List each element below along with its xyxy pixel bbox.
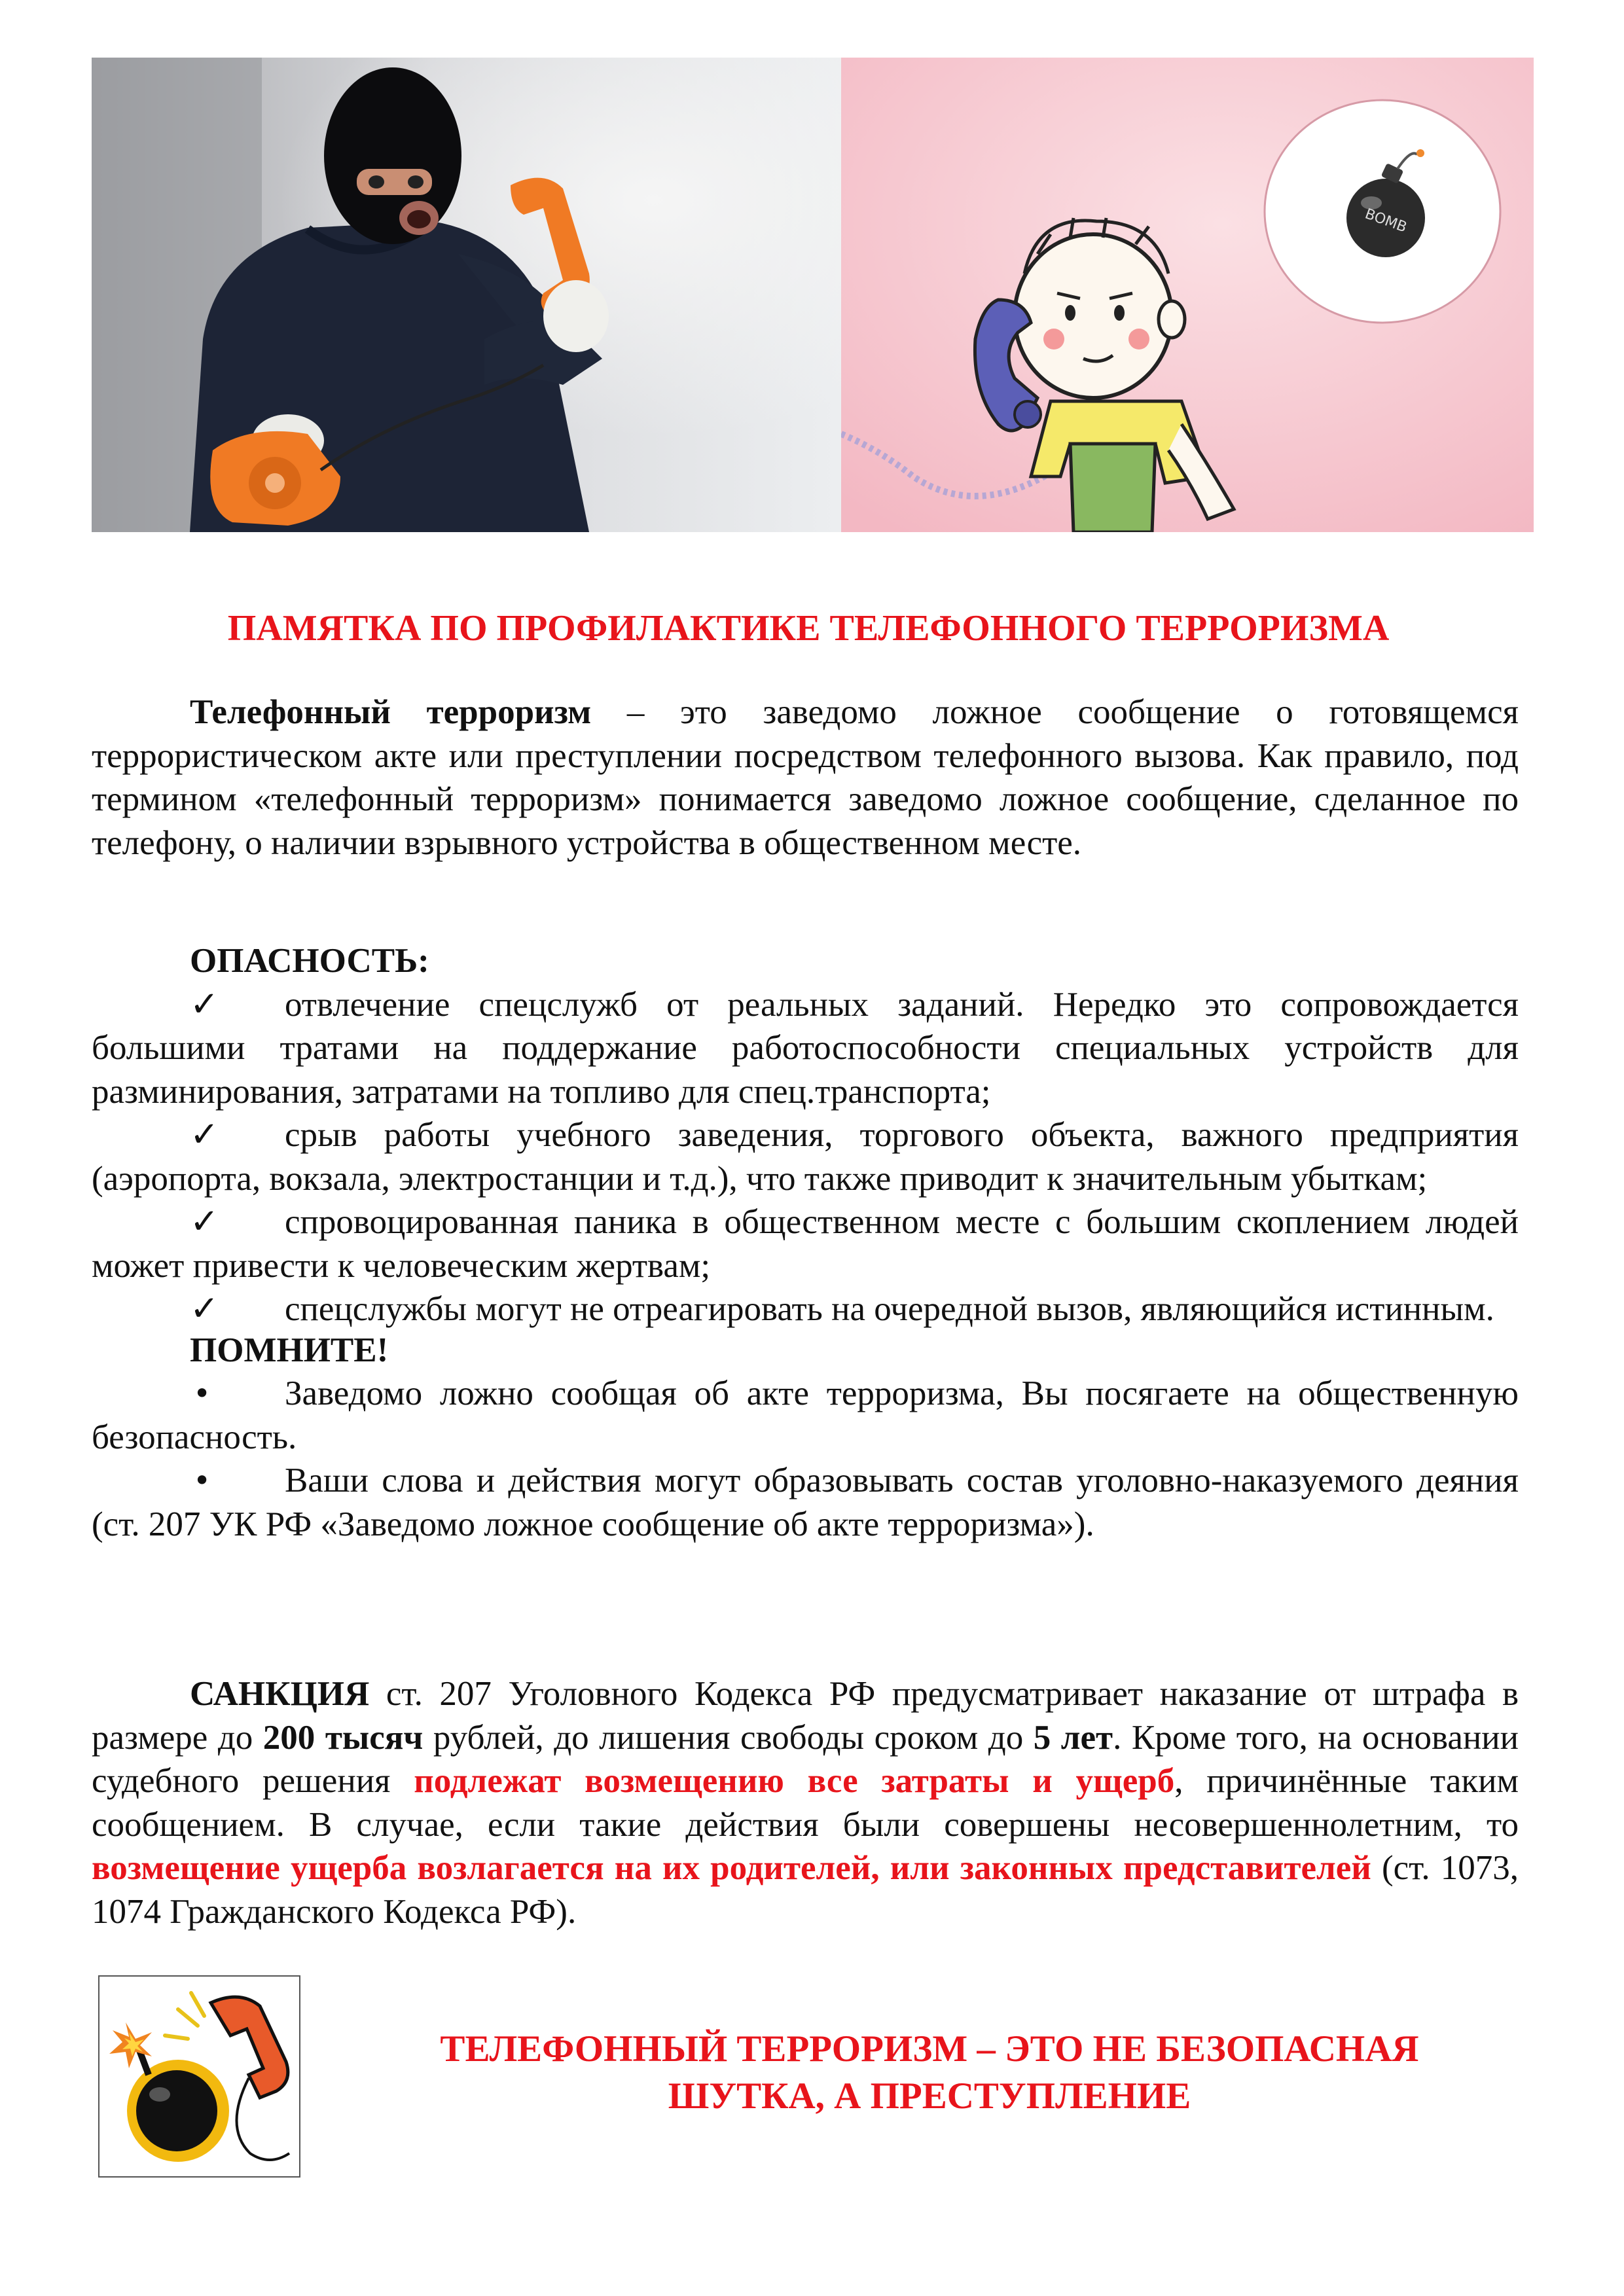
footer-line-2: ШУТКА, А ПРЕСТУПЛЕНИЕ: [668, 2075, 1191, 2117]
danger-section: [92, 939, 1519, 1546]
definition-term: Телефонный терроризм: [190, 693, 592, 731]
check-icon: ✓: [190, 1115, 219, 1155]
danger-item: ✓ срыв работы учебного заведения, торгового объекта, важного предприятия (аэропорта, вокзала, электростанции и т.д.), что также приводит к значительным убыткам;: [92, 1115, 1519, 1198]
bullet-icon: •: [193, 1376, 211, 1411]
check-icon: ✓: [190, 1202, 219, 1242]
damages-highlight: подлежат возмещению все затраты и ущерб: [414, 1762, 1175, 1800]
footer-slogan: [340, 2026, 1519, 2120]
danger-heading: ОПАСНОСТЬ:: [190, 942, 429, 980]
page-title: ПАМЯТКА ПО ПРОФИЛАКТИКЕ ТЕЛЕФОННОГО ТЕРРОРИЗМА: [227, 608, 1390, 649]
header-banner: [92, 58, 1534, 532]
remember-heading: ПОМНИТЕ!: [190, 1331, 389, 1369]
remember-item: • Заведомо ложно сообщая об акте терроризма, Вы посягаете на общественную безопасность.: [92, 1372, 1519, 1459]
boy-cartoon-illustration: [841, 58, 1534, 532]
parents-liability-highlight: возмещение ущерба возлагается на их родителей, или законных представителей: [92, 1849, 1371, 1887]
prison-term: 5 лет: [1033, 1718, 1113, 1757]
balaclava-man-photo: [92, 58, 841, 532]
bomb-phone-icon: [98, 1975, 300, 2178]
sanction-paragraph: САНКЦИЯ ст. 207 Уголовного Кодекса РФ предусматривает наказание от штрафа в размере до 200 тысяч рублей, до лишения свободы сроком до 5 лет. Кроме того, на основании судебного решения подлежат возмещению все затраты и ущерб, причинённые таким сообщением. В случае, если такие действия были совершены несовершеннолетним, то возмещение ущерба возлагается на их родителей, или законных представителей (ст. 1073, 1074 Гражданского Кодекса РФ).: [92, 1675, 1519, 1931]
definition-paragraph: [92, 691, 1519, 865]
check-icon: ✓: [190, 1289, 219, 1329]
check-icon: ✓: [190, 984, 219, 1024]
danger-item: ✓ спецслужбы могут не отреагировать на очередной вызов, являющийся истинным.: [92, 1287, 1519, 1331]
sanction-label: САНКЦИЯ: [190, 1675, 370, 1713]
bullet-icon: •: [193, 1463, 211, 1498]
danger-item: ✓ отвлечение спецслужб от реальных заданий. Нередко это сопровождается большими тратами на поддержание работоспособности специальных устройств для разминирования, затратами на топливо для спец.транспорта;: [92, 984, 1519, 1111]
bomb-label: BOMB: [1362, 206, 1409, 236]
fine-amount: 200 тысяч: [262, 1718, 424, 1757]
definition-text: – это заведомо ложное сообщение о готовящемся террористическом акте или преступлении посредством телефонного вызова. Как правило, под термином «телефонный терроризм» понимается заведомо ложное сообщение, сделанное по телефону, о наличии взрывного устройства в общественном месте.: [92, 693, 1519, 862]
danger-item: ✓ спровоцированная паника в общественном месте с большим скоплением людей может привести к человеческим жертвам;: [92, 1202, 1519, 1285]
remember-item: • Ваши слова и действия могут образовывать состав уголовно-наказуемого деяния (ст. 207 УК РФ «Заведомо ложное сообщение об акте терроризма»).: [92, 1459, 1519, 1546]
footer-line-1: ТЕЛЕФОННЫЙ ТЕРРОРИЗМ – ЭТО НЕ БЕЗОПАСНАЯ: [440, 2028, 1419, 2070]
